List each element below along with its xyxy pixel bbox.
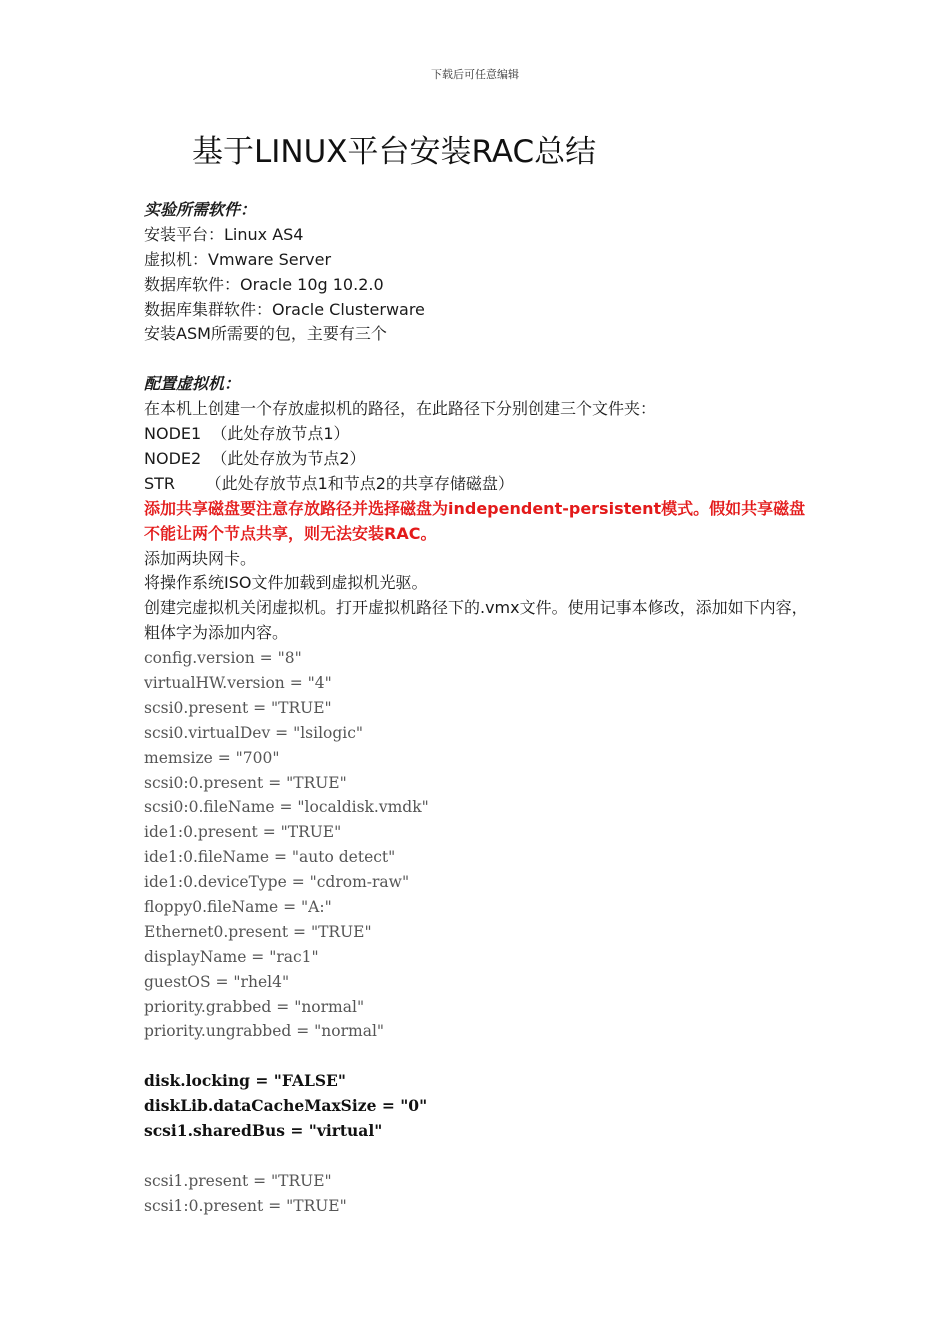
vm-intro: 在本机上创建一个存放虚拟机的路径，在此路径下分别创建三个文件夹： bbox=[144, 399, 657, 419]
document-body bbox=[144, 198, 824, 1219]
software-line: 安装平台：Linux AS4 bbox=[144, 224, 304, 244]
config-line: virtualHW.version = "4" bbox=[144, 673, 332, 692]
config-line: ide1:0.present = "TRUE" bbox=[144, 823, 342, 842]
config-line: Ethernet0.present = "TRUE" bbox=[144, 922, 372, 941]
config-line-added: disk.locking = "FALSE" bbox=[144, 1071, 346, 1091]
config-line: ide1:0.fileName = "auto detect" bbox=[144, 848, 396, 867]
step-line: 创建完虚拟机关闭虚拟机。打开虚拟机路径下的.vmx文件。使用记事本修改，添加如下内容，粗体字为添加内容。 bbox=[144, 598, 808, 643]
folder-line: NODE1 （此处存放节点1） bbox=[144, 424, 350, 444]
spacer bbox=[144, 347, 824, 372]
config-line: memsize = "700" bbox=[144, 748, 280, 767]
page-title: 基于LINUX平台安装RAC总结 bbox=[192, 134, 597, 170]
config-line: floppy0.fileName = "A:" bbox=[144, 898, 332, 916]
spacer bbox=[144, 1144, 824, 1169]
warning-text: 添加共享磁盘要注意存放路径并选择磁盘为independent-persistent模式。假如共享磁盘不能让两个节点共享，则无法安装RAC。 bbox=[144, 498, 806, 543]
folder-line: NODE2 （此处存放为节点2） bbox=[144, 448, 366, 468]
software-line: 数据库软件：Oracle 10g 10.2.0 bbox=[144, 274, 384, 294]
config-line: scsi0:0.fileName = "localdisk.vmdk" bbox=[144, 798, 429, 817]
software-line: 安装ASM所需要的包，主要有三个 bbox=[144, 324, 387, 344]
config-line-added: diskLib.dataCacheMaxSize = "0" bbox=[144, 1096, 428, 1116]
config-line: priority.ungrabbed = "normal" bbox=[144, 1022, 385, 1041]
config-line-added: scsi1.sharedBus = "virtual" bbox=[144, 1121, 383, 1141]
config-line: config.version = "8" bbox=[144, 649, 302, 668]
config-line: scsi0.virtualDev = "lsilogic" bbox=[144, 723, 364, 742]
config-block bbox=[144, 646, 824, 1218]
software-line: 虚拟机：Vmware Server bbox=[144, 249, 332, 269]
page-header: 下载后可任意编辑 bbox=[431, 68, 519, 81]
software-line: 数据库集群软件：Oracle Clusterware bbox=[144, 299, 425, 319]
config-line: scsi0.present = "TRUE" bbox=[144, 698, 332, 717]
step-line: 添加两块网卡。 bbox=[144, 548, 257, 568]
config-line: scsi1.present = "TRUE" bbox=[144, 1171, 332, 1190]
folder-line: STR （此处存放节点1和节点2的共享存储磁盘） bbox=[144, 473, 514, 493]
config-line: guestOS = "rhel4" bbox=[144, 972, 290, 991]
section-heading-vm: 配置虚拟机： bbox=[144, 374, 241, 394]
config-line: scsi0:0.present = "TRUE" bbox=[144, 773, 347, 792]
config-line: scsi1:0.present = "TRUE" bbox=[144, 1196, 347, 1215]
config-line: priority.grabbed = "normal" bbox=[144, 997, 365, 1016]
spacer bbox=[144, 1044, 824, 1069]
config-line: ide1:0.deviceType = "cdrom-raw" bbox=[144, 873, 410, 892]
step-line: 将操作系统ISO文件加载到虚拟机光驱。 bbox=[144, 573, 428, 593]
section-heading-software: 实验所需软件： bbox=[144, 200, 257, 219]
config-line: displayName = "rac1" bbox=[144, 947, 319, 966]
